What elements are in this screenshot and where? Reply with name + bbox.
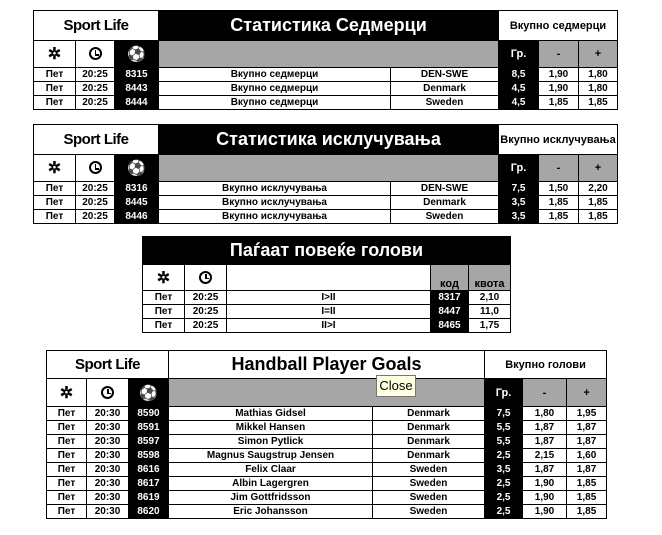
day-cell: Пет bbox=[47, 477, 87, 491]
table-row bbox=[34, 68, 618, 82]
table-title: Статистика Седмерци bbox=[159, 11, 499, 41]
time-cell: 20:25 bbox=[76, 196, 115, 210]
brand-logo: Sport Life bbox=[47, 351, 169, 379]
event-code-cell: 8447 bbox=[431, 305, 469, 319]
over-odds-cell: 1,87 bbox=[567, 421, 607, 435]
col-under-header: - bbox=[539, 155, 579, 182]
col-over-header: + bbox=[567, 379, 607, 407]
odds-cell: 1,75 bbox=[469, 319, 511, 333]
event-code-cell: 8597 bbox=[129, 435, 169, 449]
event-code-cell: 8445 bbox=[115, 196, 159, 210]
time-cell: 20:30 bbox=[87, 491, 129, 505]
day-cell: Пет bbox=[34, 96, 76, 110]
col-under-header: - bbox=[539, 41, 579, 68]
time-cell: 20:25 bbox=[76, 82, 115, 96]
sun-icon: ✲ bbox=[143, 265, 185, 291]
day-cell: Пет bbox=[47, 505, 87, 519]
market-cell: Вкупно седмерци bbox=[159, 82, 391, 96]
outcome-cell: I>II bbox=[227, 291, 431, 305]
over-odds-cell: 1,85 bbox=[567, 491, 607, 505]
event-code-cell: 8316 bbox=[115, 182, 159, 196]
close-tooltip[interactable]: Close bbox=[376, 375, 416, 397]
team-cell: Sweden bbox=[373, 463, 485, 477]
header-spacer bbox=[159, 41, 499, 68]
event-code-cell: 8315 bbox=[115, 68, 159, 82]
event-code-cell: 8465 bbox=[431, 319, 469, 333]
day-cell: Пет bbox=[47, 449, 87, 463]
player-cell: Mikkel Hansen bbox=[169, 421, 373, 435]
team-cell: Sweden bbox=[391, 96, 499, 110]
team-cell: Denmark bbox=[391, 196, 499, 210]
under-odds-cell: 1,90 bbox=[539, 68, 579, 82]
under-odds-cell: 2,15 bbox=[523, 449, 567, 463]
day-cell: Пет bbox=[143, 319, 185, 333]
over-odds-cell: 1,80 bbox=[579, 68, 618, 82]
day-cell: Пет bbox=[47, 435, 87, 449]
penalties-table bbox=[33, 10, 618, 110]
day-cell: Пет bbox=[143, 305, 185, 319]
under-odds-cell: 1,85 bbox=[539, 196, 579, 210]
table-title: Паѓаат повеќе голови bbox=[143, 237, 511, 265]
line-cell: 2,5 bbox=[485, 505, 523, 519]
team-cell: Denmark bbox=[391, 82, 499, 96]
market-cell: Вкупно седмерци bbox=[159, 68, 391, 82]
line-cell: 3,5 bbox=[499, 210, 539, 224]
market-cell: Вкупно исклучувања bbox=[159, 210, 391, 224]
time-cell: 20:30 bbox=[87, 449, 129, 463]
under-odds-cell: 1,87 bbox=[523, 463, 567, 477]
event-code-cell: 8443 bbox=[115, 82, 159, 96]
event-code-cell: 8317 bbox=[431, 291, 469, 305]
team-cell: Sweden bbox=[373, 491, 485, 505]
clock-icon bbox=[76, 41, 115, 68]
suspensions-table bbox=[33, 124, 618, 224]
table-row bbox=[143, 305, 511, 319]
brand-logo: Sport Life bbox=[34, 11, 159, 41]
over-odds-cell: 1,85 bbox=[567, 477, 607, 491]
col-code-header: код bbox=[431, 265, 469, 291]
col-line-header: Гр. bbox=[499, 155, 539, 182]
brand-logo: Sport Life bbox=[34, 125, 159, 155]
outcome-cell: II>I bbox=[227, 319, 431, 333]
clock-icon bbox=[185, 265, 227, 291]
col-line-header: Гр. bbox=[499, 41, 539, 68]
event-code-cell: 8444 bbox=[115, 96, 159, 110]
player-cell: Jim Gottfridsson bbox=[169, 491, 373, 505]
day-cell: Пет bbox=[34, 182, 76, 196]
more-goals-table bbox=[142, 236, 511, 333]
col-under-header: - bbox=[523, 379, 567, 407]
line-cell: 7,5 bbox=[499, 182, 539, 196]
day-cell: Пет bbox=[34, 196, 76, 210]
line-cell: 7,5 bbox=[485, 407, 523, 421]
table-row bbox=[47, 407, 607, 421]
day-cell: Пет bbox=[34, 82, 76, 96]
table-row bbox=[34, 196, 618, 210]
table-row bbox=[143, 291, 511, 305]
over-odds-cell: 1,87 bbox=[567, 463, 607, 477]
table-row bbox=[47, 463, 607, 477]
time-cell: 20:30 bbox=[87, 463, 129, 477]
sun-icon: ✲ bbox=[47, 379, 87, 407]
line-cell: 4,5 bbox=[499, 82, 539, 96]
market-label: Вкупно седмерци bbox=[499, 11, 618, 41]
line-cell: 2,5 bbox=[485, 491, 523, 505]
day-cell: Пет bbox=[47, 463, 87, 477]
time-cell: 20:25 bbox=[76, 68, 115, 82]
time-cell: 20:30 bbox=[87, 421, 129, 435]
team-cell: Denmark bbox=[373, 407, 485, 421]
table-row bbox=[34, 182, 618, 196]
col-odds-header: квота bbox=[469, 265, 511, 291]
team-cell: Denmark bbox=[373, 421, 485, 435]
market-cell: Вкупно седмерци bbox=[159, 96, 391, 110]
time-cell: 20:25 bbox=[76, 96, 115, 110]
handball-icon: ⚽ bbox=[129, 379, 169, 407]
table-row bbox=[143, 319, 511, 333]
over-odds-cell: 1,80 bbox=[579, 82, 618, 96]
handball-icon: ⚽ bbox=[115, 155, 159, 182]
line-cell: 4,5 bbox=[499, 96, 539, 110]
team-cell: Sweden bbox=[391, 210, 499, 224]
player-cell: Simon Pytlick bbox=[169, 435, 373, 449]
event-code-cell: 8619 bbox=[129, 491, 169, 505]
under-odds-cell: 1,90 bbox=[523, 477, 567, 491]
time-cell: 20:25 bbox=[185, 305, 227, 319]
time-cell: 20:25 bbox=[185, 319, 227, 333]
table-row bbox=[47, 477, 607, 491]
player-cell: Albin Lagergren bbox=[169, 477, 373, 491]
player-cell: Magnus Saugstrup Jensen bbox=[169, 449, 373, 463]
table-title: Статистика исклучувања bbox=[159, 125, 499, 155]
over-odds-cell: 2,20 bbox=[579, 182, 618, 196]
event-code-cell: 8617 bbox=[129, 477, 169, 491]
market-label: Вкупно голови bbox=[485, 351, 607, 379]
player-cell: Eric Johansson bbox=[169, 505, 373, 519]
time-cell: 20:25 bbox=[76, 210, 115, 224]
table-row bbox=[47, 449, 607, 463]
day-cell: Пет bbox=[47, 491, 87, 505]
under-odds-cell: 1,90 bbox=[523, 505, 567, 519]
over-odds-cell: 1,85 bbox=[579, 210, 618, 224]
table-row bbox=[47, 505, 607, 519]
clock-icon bbox=[87, 379, 129, 407]
event-code-cell: 8620 bbox=[129, 505, 169, 519]
day-cell: Пет bbox=[47, 421, 87, 435]
event-code-cell: 8446 bbox=[115, 210, 159, 224]
market-label: Вкупно исклучувања bbox=[499, 125, 618, 155]
col-over-header: + bbox=[579, 41, 618, 68]
line-cell: 2,5 bbox=[485, 477, 523, 491]
team-cell: DEN-SWE bbox=[391, 182, 499, 196]
player-goals-table bbox=[46, 350, 607, 519]
line-cell: 2,5 bbox=[485, 449, 523, 463]
clock-icon bbox=[76, 155, 115, 182]
under-odds-cell: 1,50 bbox=[539, 182, 579, 196]
outcome-cell: I=II bbox=[227, 305, 431, 319]
market-cell: Вкупно исклучувања bbox=[159, 196, 391, 210]
header-spacer bbox=[169, 379, 485, 407]
event-code-cell: 8616 bbox=[129, 463, 169, 477]
under-odds-cell: 1,80 bbox=[523, 407, 567, 421]
col-line-header: Гр. bbox=[485, 379, 523, 407]
sun-icon: ✲ bbox=[34, 41, 76, 68]
handball-icon: ⚽ bbox=[115, 41, 159, 68]
time-cell: 20:30 bbox=[87, 435, 129, 449]
line-cell: 3,5 bbox=[485, 463, 523, 477]
player-cell: Mathias Gidsel bbox=[169, 407, 373, 421]
table-row bbox=[47, 435, 607, 449]
day-cell: Пет bbox=[34, 68, 76, 82]
team-cell: Denmark bbox=[373, 449, 485, 463]
over-odds-cell: 1,87 bbox=[567, 435, 607, 449]
over-odds-cell: 1,85 bbox=[579, 196, 618, 210]
event-code-cell: 8591 bbox=[129, 421, 169, 435]
event-code-cell: 8598 bbox=[129, 449, 169, 463]
col-over-header: + bbox=[579, 155, 618, 182]
header-spacer bbox=[227, 265, 431, 291]
line-cell: 8,5 bbox=[499, 68, 539, 82]
day-cell: Пет bbox=[34, 210, 76, 224]
over-odds-cell: 1,85 bbox=[567, 505, 607, 519]
line-cell: 5,5 bbox=[485, 435, 523, 449]
under-odds-cell: 1,85 bbox=[539, 96, 579, 110]
team-cell: Sweden bbox=[373, 505, 485, 519]
time-cell: 20:25 bbox=[76, 182, 115, 196]
header-spacer bbox=[159, 155, 499, 182]
sun-icon: ✲ bbox=[34, 155, 76, 182]
table-row bbox=[47, 421, 607, 435]
time-cell: 20:30 bbox=[87, 505, 129, 519]
under-odds-cell: 1,85 bbox=[539, 210, 579, 224]
market-cell: Вкупно исклучувања bbox=[159, 182, 391, 196]
table-title: Handball Player Goals bbox=[169, 351, 485, 379]
odds-cell: 11,0 bbox=[469, 305, 511, 319]
table-row bbox=[34, 210, 618, 224]
time-cell: 20:30 bbox=[87, 477, 129, 491]
table-row bbox=[47, 491, 607, 505]
under-odds-cell: 1,87 bbox=[523, 435, 567, 449]
under-odds-cell: 1,90 bbox=[539, 82, 579, 96]
day-cell: Пет bbox=[143, 291, 185, 305]
over-odds-cell: 1,60 bbox=[567, 449, 607, 463]
event-code-cell: 8590 bbox=[129, 407, 169, 421]
line-cell: 5,5 bbox=[485, 421, 523, 435]
team-cell: DEN-SWE bbox=[391, 68, 499, 82]
odds-cell: 2,10 bbox=[469, 291, 511, 305]
time-cell: 20:25 bbox=[185, 291, 227, 305]
under-odds-cell: 1,87 bbox=[523, 421, 567, 435]
under-odds-cell: 1,90 bbox=[523, 491, 567, 505]
team-cell: Sweden bbox=[373, 477, 485, 491]
over-odds-cell: 1,95 bbox=[567, 407, 607, 421]
table-row bbox=[34, 96, 618, 110]
line-cell: 3,5 bbox=[499, 196, 539, 210]
time-cell: 20:30 bbox=[87, 407, 129, 421]
team-cell: Denmark bbox=[373, 435, 485, 449]
table-row bbox=[34, 82, 618, 96]
over-odds-cell: 1,85 bbox=[579, 96, 618, 110]
player-cell: Felix Claar bbox=[169, 463, 373, 477]
day-cell: Пет bbox=[47, 407, 87, 421]
